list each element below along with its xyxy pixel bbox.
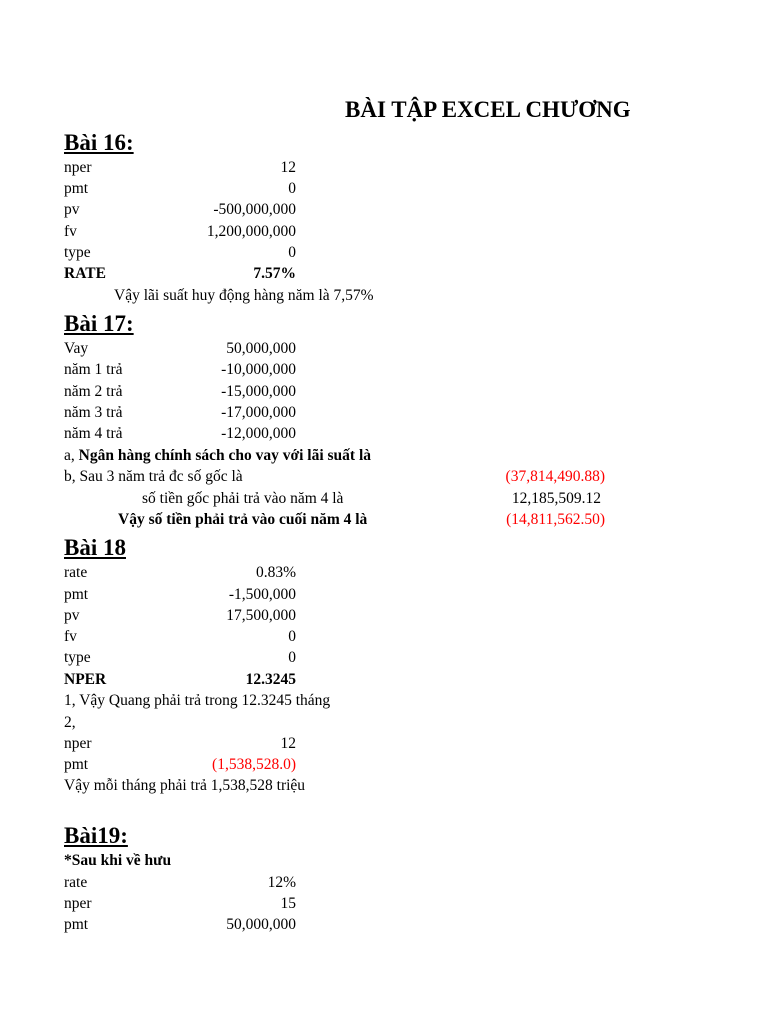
bai18-nper-value: 12.3245: [245, 671, 296, 688]
bai16-conclusion: Vậy lãi suất huy động hàng năm là 7,57%: [114, 287, 374, 304]
bai17-vay-value: 50,000,000: [226, 340, 296, 357]
bai16-fv-label: fv: [64, 223, 77, 240]
bai17-final-value: (14,811,562.50): [506, 511, 605, 528]
bai18-fv-value: 0: [288, 628, 296, 645]
bai17-heading: Bài 17:: [64, 311, 134, 336]
bai18-type-value: 0: [288, 649, 296, 666]
bai17-year1-label: năm 1 trả: [64, 361, 123, 378]
bai16-pmt-label: pmt: [64, 180, 89, 197]
bai17-question-a-text: Ngân hàng chính sách cho vay với lãi suất là: [78, 447, 372, 464]
bai18-pmt-label: pmt: [64, 586, 89, 603]
bai18-heading: Bài 18: [64, 535, 126, 560]
bai16-pv-label: pv: [64, 201, 80, 218]
bai17-vay-label: Vay: [64, 340, 89, 357]
bai17-year1-value: -10,000,000: [221, 361, 296, 378]
bai16-rate-label: RATE: [64, 265, 106, 282]
bai17-principal-text: số tiền gốc phải trả vào năm 4 là: [142, 490, 344, 507]
bai18-part-2: 2,: [64, 714, 76, 731]
bai16-type-label: type: [64, 244, 91, 261]
bai17-principal-value: 12,185,509.12: [511, 490, 601, 507]
bai19-nper-label: nper: [64, 895, 92, 912]
bai19-heading: Bài19:: [64, 823, 128, 848]
bai17-final-text: Vậy số tiền phải trả vào cuối năm 4 là: [118, 511, 368, 528]
bai16-nper-label: nper: [64, 159, 92, 176]
bai18-fv-label: fv: [64, 628, 77, 645]
bai18-type-label: type: [64, 649, 91, 666]
bai18-nper-label: NPER: [64, 671, 107, 688]
bai17-year3-value: -17,000,000: [221, 404, 296, 421]
bai18-answer-2: Vậy mỗi tháng phải trả 1,538,528 triệu: [64, 777, 306, 794]
bai18-pv-value: 17,500,000: [226, 607, 296, 624]
bai16-pv-value: -500,000,000: [213, 201, 296, 218]
bai16-pmt-value: 0: [288, 180, 296, 197]
bai19-subheading: *Sau khi về hưu: [64, 852, 172, 869]
bai17-year4-value: -12,000,000: [221, 425, 296, 442]
bai19-pmt-label: pmt: [64, 916, 89, 933]
bai17-question-b-value: (37,814,490.88): [505, 468, 605, 485]
bai19-rate-value: 12%: [267, 874, 296, 891]
bai17-year3-label: năm 3 trả: [64, 404, 123, 421]
bai16-rate-value: 7.57%: [253, 265, 296, 282]
bai17-question-a: [64, 446, 371, 466]
bai18-pv-label: pv: [64, 607, 80, 624]
bai18-part2-pmt-value: (1,538,528.0): [212, 756, 296, 773]
bai18-rate-value: 0.83%: [255, 564, 296, 581]
bai16-fv-value: 1,200,000,000: [206, 223, 296, 240]
bai18-part2-pmt-label: pmt: [64, 756, 89, 773]
bai18-part2-nper-value: 12: [280, 735, 296, 752]
bai17-year2-value: -15,000,000: [221, 383, 296, 400]
bai18-pmt-value: -1,500,000: [228, 586, 296, 603]
bai18-part2-nper-label: nper: [64, 735, 92, 752]
bai18-rate-label: rate: [64, 564, 88, 581]
bai17-year2-label: năm 2 trả: [64, 383, 123, 400]
bai19-rate-label: rate: [64, 874, 88, 891]
bai17-question-b: b, Sau 3 năm trả đc số gốc là: [64, 468, 243, 485]
bai19-pmt-value: 50,000,000: [226, 916, 296, 933]
bai18-answer-1: 1, Vậy Quang phải trả trong 12.3245 tháng: [64, 692, 331, 709]
bai16-heading: Bài 16:: [64, 130, 134, 155]
bai19-nper-value: 15: [280, 895, 296, 912]
bai17-question-a-prefix: a,: [64, 447, 79, 464]
page-title: BÀI TẬP EXCEL CHƯƠNG: [345, 97, 631, 122]
bai16-type-value: 0: [288, 244, 296, 261]
bai16-nper-value: 12: [280, 159, 296, 176]
bai17-year4-label: năm 4 trả: [64, 425, 123, 442]
